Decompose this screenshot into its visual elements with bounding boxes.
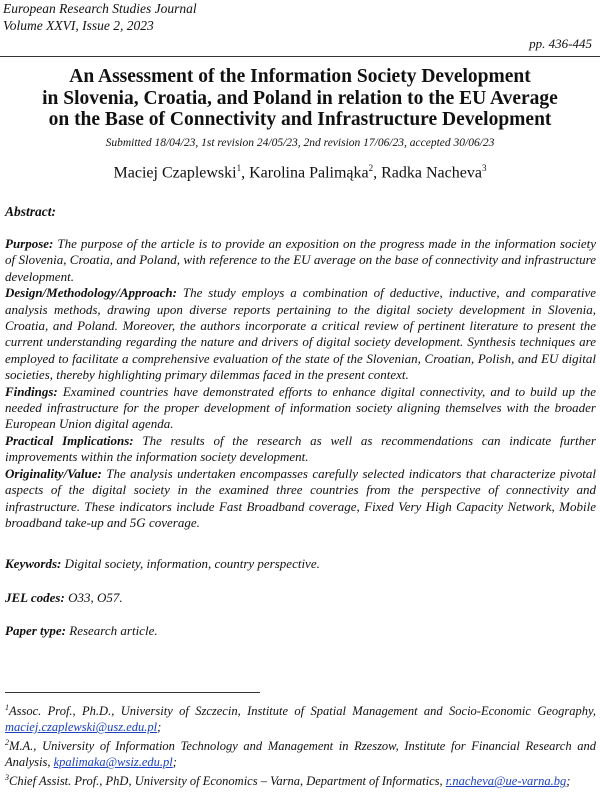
author-affiliation-mark: 1 bbox=[236, 163, 242, 173]
title-line-1: An Assessment of the Information Society Development bbox=[69, 66, 531, 87]
email-link[interactable]: kpalimaka@wsiz.edu.pl bbox=[53, 755, 173, 770]
submission-dates: Submitted 18/04/23, 1st revision 24/05/23, 2nd revision 17/06/23, accepted 30/06/23 bbox=[105, 137, 495, 149]
paper-type: Paper type: Research article. bbox=[5, 623, 158, 638]
header-divider bbox=[0, 56, 600, 57]
footnotes bbox=[5, 700, 596, 789]
abstract-body bbox=[5, 236, 596, 531]
footnote-1: $^1$Assoc. Prof., Ph.D., University of Szczecin, Institute of Spatial Management and Socio-Economic Geography, maciej.czaplewski@usz.edu.pl; bbox=[5, 703, 596, 735]
author-name: Radka Nacheva bbox=[381, 164, 482, 182]
author-affiliation-mark: 2 bbox=[368, 163, 374, 173]
footnote-divider bbox=[5, 692, 260, 693]
journal-volume: Volume XXVI, Issue 2, 2023 bbox=[3, 18, 154, 33]
title-line-2: in Slovenia, Croatia, and Poland in relation to the EU Average bbox=[42, 87, 558, 109]
purpose-label: Purpose: bbox=[5, 236, 54, 251]
email-link[interactable]: maciej.czaplewski@usz.edu.pl bbox=[5, 720, 158, 735]
abstract-practical: Practical Implications: The results of the research as well as recommendations can indicate further improvements within the information society development. bbox=[5, 432, 596, 465]
author-name: Karolina Palimąka bbox=[249, 164, 369, 182]
practical-label: Practical Implications: bbox=[5, 432, 134, 448]
email-link[interactable]: r.nacheva@ue-varna.bg bbox=[445, 774, 567, 789]
footnote-3: $^3$Chief Assist. Prof., PhD, University of Economics – Varna, Department of Informatics, r.nacheva@ue-varna.bg; bbox=[5, 773, 571, 789]
abstract-design: Design/Methodology/Approach: The study employs a combination of deductive, inductive, and comparative analysis methods, drawing upon diverse reports pertaining to the digital society development in Slovenia, Croatia, and Poland. Moreover, the authors incorporate a critical review of pertinent literature to present the current understanding regarding the nature and drivers of digital society development. Synthesis techniques are employed to facilitate a comprehensive evaluation of the state of the Slovenian, Croatian, Polish, and EU digital societies, thereby highlighting primary dilemmas faced in the present context. bbox=[5, 285, 596, 383]
originality-label: Originality/Value: bbox=[5, 465, 102, 481]
abstract-originality: Originality/Value: The analysis undertaken encompasses carefully selected indicators that characterize pivotal aspects of the digital society in the examined three countries from the perspective of connectivity and infrastructure. These indicators include Fast Broadband coverage, Fixed Very High Capacity Network, Mobile broadband take-up and 5G coverage. bbox=[5, 465, 596, 530]
paper-title bbox=[0, 66, 600, 131]
design-label: Design/Methodology/Approach: bbox=[5, 285, 177, 301]
journal-header bbox=[3, 0, 197, 34]
page-range: pp. 436-445 bbox=[529, 36, 592, 51]
findings-label: Findings: bbox=[5, 383, 58, 399]
abstract-heading: Abstract: bbox=[5, 204, 57, 219]
jel-codes: JEL codes: O33, O57. bbox=[5, 590, 123, 605]
author-affiliation-mark: 3 bbox=[481, 163, 487, 173]
author-list: Maciej Czaplewski$^1$, Karolina Palimąka$^2$, Radka Nacheva$^3$ bbox=[113, 163, 487, 182]
keywords: Keywords: Digital society, information, country perspective. bbox=[5, 556, 320, 571]
title-line-3: on the Base of Connectivity and Infrastructure Development bbox=[48, 109, 552, 130]
author-name: Maciej Czaplewski bbox=[113, 164, 237, 182]
footnote-2: $^2$M.A., University of Information Technology and Management in Rzeszow, Institute for Financial Research and Analysis, kpalimaka@wsiz.edu.pl; bbox=[5, 738, 596, 770]
journal-name: European Research Studies Journal bbox=[3, 1, 197, 16]
abstract-findings: Findings: Examined countries have demonstrated efforts to enhance digital connectivity, and to build up the needed infrastructure for the proper development of information society aligning themselves with the broader European Union digital agenda. bbox=[5, 383, 596, 432]
abstract-purpose: Purpose: The purpose of the article is to provide an exposition on the progress made in the information society of Slovenia, Croatia, and Poland, with reference to the EU average on the base of connectivity and infrastructure development. bbox=[5, 236, 596, 284]
